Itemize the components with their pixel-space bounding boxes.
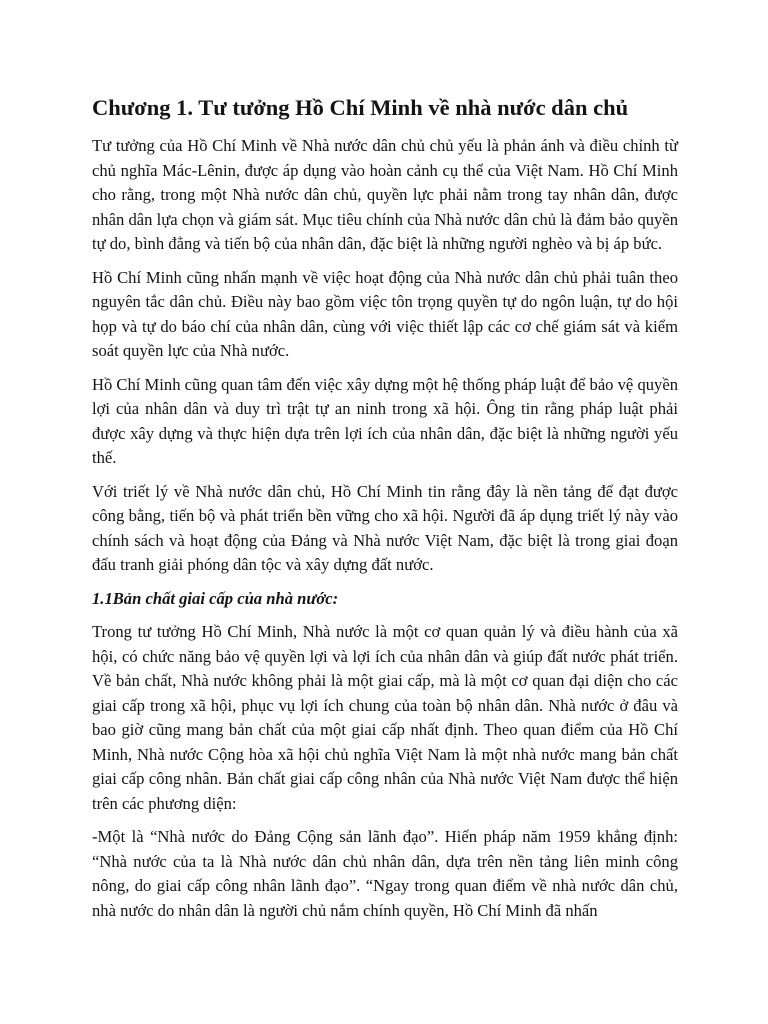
intro-paragraph-4: Với triết lý về Nhà nước dân chủ, Hồ Chí Minh tin rằng đây là nền tảng để đạt được công bằng, tiến bộ và phát triển bền vững cho xã hội. Người đã áp dụng triết lý này vào chính sách và hoạt động của Đảng và Nhà nước Việt Nam, đặc biệt là trong giai đoạn đấu tranh giải phóng dân tộc và xây dựng đất nước. xyxy=(92,481,678,574)
intro-paragraph-2: Hồ Chí Minh cũng nhấn mạnh về việc hoạt động của Nhà nước dân chủ phải tuân theo nguyên tắc dân chủ. Điều này bao gồm việc tôn trọng quyền tự do ngôn luận, tự do hội họp và tự do báo chí của nhân dân, cùng với việc thiết lập các cơ chế giám sát và kiểm soát quyền lực của Nhà nước. xyxy=(92,267,678,360)
section-heading: 1.1Bản chất giai cấp của nhà nước: xyxy=(92,588,339,608)
chapter-title: Chương 1. Tư tưởng Hồ Chí Minh về nhà nước dân chủ xyxy=(92,95,629,120)
intro-paragraph-1: Tư tưởng của Hồ Chí Minh về Nhà nước dân chủ chủ yếu là phản ánh và điều chỉnh từ chủ nghĩa Mác-Lênin, được áp dụng vào hoàn cảnh cụ thể của Việt Nam. Hồ Chí Minh cho rằng, trong một Nhà nước dân chủ, quyền lực phải nằm trong tay nhân dân, được nhân dân lựa chọn và giám sát. Mục tiêu chính của Nhà nước dân chủ là đảm bảo quyền tự do, bình đẳng và tiến bộ của nhân dân, đặc biệt là những người nghèo và bị áp bức. xyxy=(92,136,678,253)
section-paragraph-1: Trong tư tưởng Hồ Chí Minh, Nhà nước là một cơ quan quản lý và điều hành của xã hội, có chức năng bảo vệ quyền lợi và lợi ích của nhân dân và giúp đất nước phát triển. Về bản chất, Nhà nước không phải là một giai cấp, mà là một cơ quan đại diện cho các giai cấp trong xã hội, phục vụ lợi ích chung của toàn bộ nhân dân. Nhà nước ở đâu và bao giờ cũng mang bản chất của một giai cấp nhất định. Theo quan điểm của Hồ Chí Minh, Nhà nước Cộng hòa xã hội chủ nghĩa Việt Nam là một nhà nước mang bản chất giai cấp công nhân. Bản chất giai cấp công nhân của Nhà nước Việt Nam được thể hiện trên các phương diện: xyxy=(92,622,678,813)
intro-paragraph-3: Hồ Chí Minh cũng quan tâm đến việc xây dựng một hệ thống pháp luật để bảo vệ quyền lợi của nhân dân và duy trì trật tự an ninh trong xã hội. Ông tin rằng pháp luật phải được xây dựng và thực hiện dựa trên lợi ích của nhân dân, đặc biệt là những người yếu thế. xyxy=(92,374,678,467)
section-paragraph-2: -Một là “Nhà nước do Đảng Cộng sản lãnh đạo”. Hiến pháp năm 1959 khẳng định: “Nhà nước của ta là Nhà nước dân chủ nhân dân, dựa trên nền tảng liên minh công nông, do giai cấp công nhân lãnh đạo”. “Ngay trong quan điểm về nhà nước dân chủ, nhà nước do nhân dân là người chủ nắm chính quyền, Hồ Chí Minh đã nhấn xyxy=(92,827,678,920)
document-page xyxy=(92,94,678,923)
